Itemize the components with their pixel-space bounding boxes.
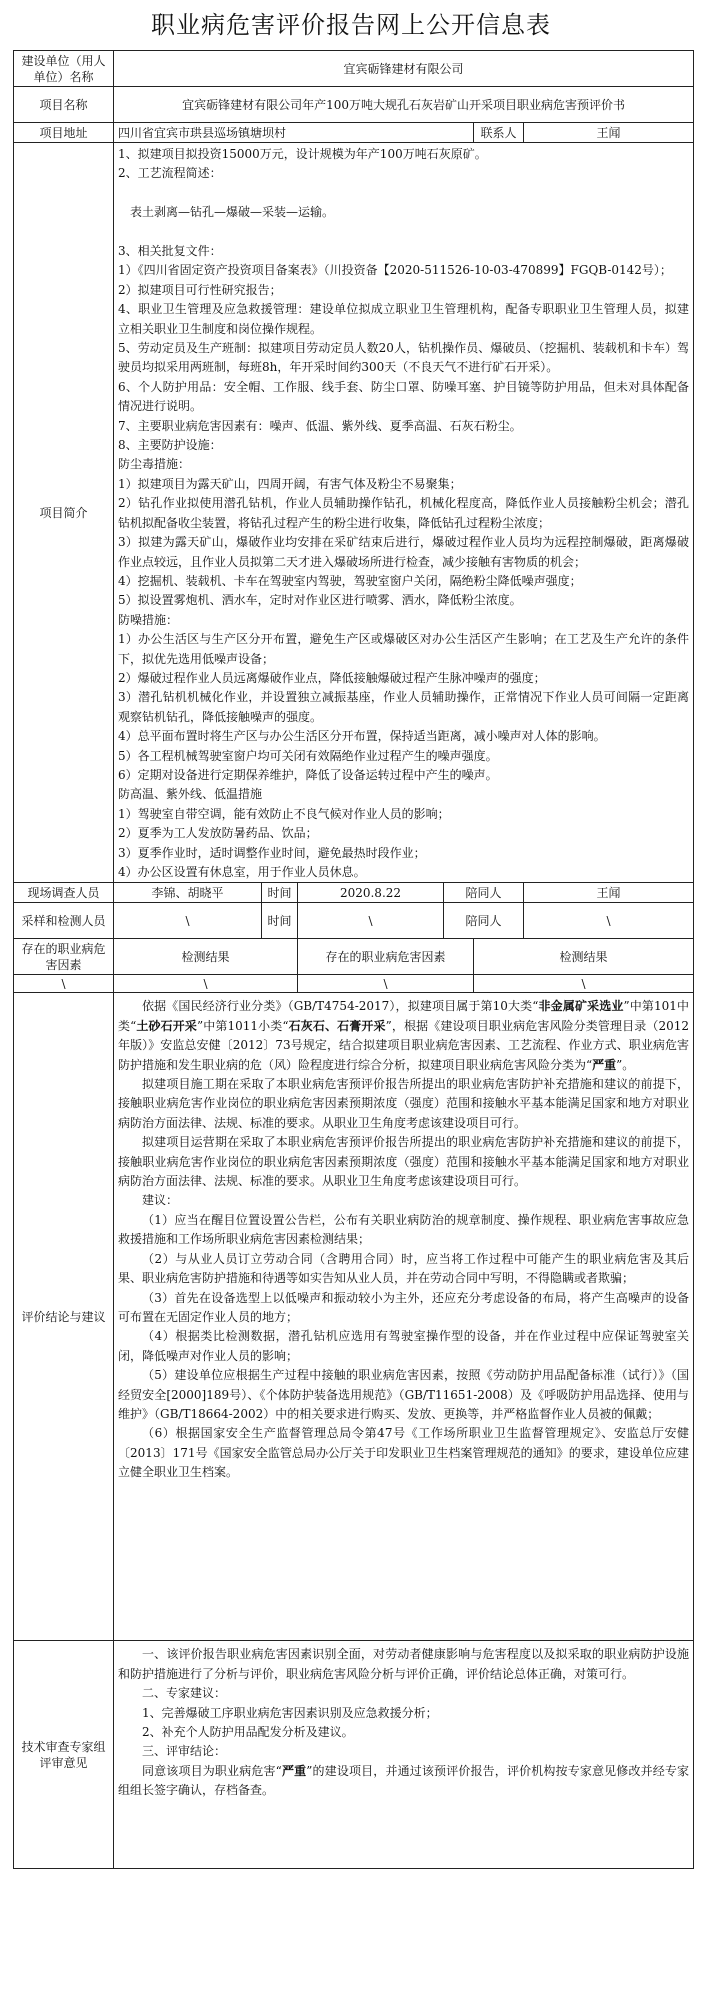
intro-line: 6）定期对设备进行定期保养维护，降低了设备运转过程中产生的噪声。 xyxy=(118,767,498,782)
intro-line: 4）办公区设置有休息室，用于作业人员休息。 xyxy=(118,865,366,879)
intro-line: 6、个人防护用品：安全帽、工作服、线手套、防尘口罩、防噪耳塞、护目镜等防护用品，但未对具体配备情况进行说明。 xyxy=(118,379,690,414)
expert-para-4: 2、补充个人防护用品配发分析及建议。 xyxy=(142,1725,354,1740)
hazards-result-label-2: 检测结果 xyxy=(474,939,694,975)
project-name-value: 宜宾砺锋建材有限公司年产100万吨大规孔石灰岩矿山开采项目职业病危害预评价书 xyxy=(114,87,694,123)
intro-line: 5）拟设置雾炮机、洒水车，定时对作业区进行喷雾、洒水，降低粉尘浓度。 xyxy=(118,593,522,608)
intro-line: 3、相关批复文件： xyxy=(118,244,222,258)
hazards-header-row xyxy=(14,939,694,975)
c1-b2: 土砂石开采 xyxy=(136,1018,197,1033)
c1-end: ”。 xyxy=(616,1057,635,1072)
intro-lines xyxy=(118,145,689,882)
project-name-row xyxy=(14,87,694,123)
info-table xyxy=(13,50,694,1869)
hazards-result-label: 检测结果 xyxy=(114,939,298,975)
contact-label: 联系人 xyxy=(474,123,524,143)
intro-line: 2）夏季为工人发放防暑药品、饮品； xyxy=(118,826,318,841)
intro-line: 表土剥离—钻孔—爆破—采装—运输。 xyxy=(130,205,335,220)
sampling-row xyxy=(14,903,694,939)
intro-line xyxy=(118,184,689,203)
intro-line: 3）拟建为露天矿山，爆破作业均安排在采矿结束后进行，爆破过程作业人员均为远程控制爆破，距离爆破作业点较远，且作业人员拟第二天才进入爆破场所进行检查，减少接触有害物质的机会； xyxy=(118,535,690,569)
address-value: 四川省宜宾市珙县巡场镇塘坝村 xyxy=(114,123,474,143)
intro-line: 4、职业卫生管理及应急救援管理：建设单位拟成立职业卫生管理机构，配备专职职业卫生管理人员，拟建立相关职业卫生制度和岗位操作规程。 xyxy=(118,302,690,336)
hazard-value-2: \ xyxy=(114,975,298,993)
hazards-label-2: 存在的职业病危害因素 xyxy=(298,939,474,975)
conclusion-label: 评价结论与建议 xyxy=(14,993,114,1641)
expert-label: 技术审查专家组评审意见 xyxy=(14,1641,114,1869)
c1-pre: 依据《国民经济行业分类》（GB/T4754-2017），拟建项目属于第10大类“ xyxy=(142,999,539,1014)
intro-row xyxy=(14,143,694,883)
conclusion-para-6: （2）与从业人员订立劳动合同（含聘用合同）时，应当将工作过程中可能产生的职业病危害及其后果、职业病危害防护措施和待遇等如实告知从业人员，并在劳动合同中写明，不得隐瞒或者欺骗； xyxy=(118,1251,690,1286)
expert-row xyxy=(14,1641,694,1869)
survey-row xyxy=(14,883,694,903)
conclusion-para-10: （6）根据国家安全生产监督管理总局令第47号《工作场所职业卫生监督管理规定》、安监总厅安健〔2013〕171号《国家安全监管总局办公厅关于印发职业卫生档案管理规范的通知》的要求，建设单位应建立健全职业卫生档案。 xyxy=(118,1426,690,1480)
sampling-accompany-label: 陪同人 xyxy=(444,903,524,939)
conclusion-content xyxy=(114,993,694,1641)
conclusion-paragraphs xyxy=(118,997,689,1482)
employer-value: 宜宾砺锋建材有限公司 xyxy=(114,51,694,87)
e6-post: ”的建设项目，并通过该预评价报告，评价机构按专家意见修改并经专家组组长签字确认，存档备查。 xyxy=(118,1763,690,1798)
sampling-accompany: \ xyxy=(524,903,694,939)
page-title: 职业病危害评价报告网上公开信息表 xyxy=(151,11,551,39)
project-name-label: 项目名称 xyxy=(14,87,114,123)
intro-line: 3）夏季作业时，适时调整作业时间，避免最热时段作业； xyxy=(118,845,426,860)
survey-time-label: 时间 xyxy=(262,883,298,903)
conclusion-para-7: （3）首先在设备选型上以低噪声和振动较小为主外，还应充分考虑设备的布局，将产生高噪声的设备可布置在无固定作业人员的地方； xyxy=(118,1290,690,1324)
hazard-value-3: \ xyxy=(298,975,474,993)
conclusion-para-8: （4）根据类比检测数据，潜孔钻机应选用有驾驶室操作型的设备，并在作业过程中应保证驾驶室关闭，降低噪声对作业人员的影响； xyxy=(118,1329,690,1363)
intro-line: 2、工艺流程简述： xyxy=(118,166,222,181)
expert-para-1: 一、该评价报告职业病危害因素识别全面，对劳动者健康影响与危害程度以及拟采取的职业病防护设施和防护措施进行了分析与评价，职业病危害风险分析与评价正确，评价结论总体正确，对策可行。 xyxy=(118,1647,690,1681)
c1-b1: 非金属矿采选业 xyxy=(538,999,624,1014)
intro-line: 2）拟建项目可行性研究报告； xyxy=(118,282,282,297)
intro-line: 防高温、紫外线、低温措施 xyxy=(118,787,263,802)
conclusion-para-4: 建议： xyxy=(142,1193,179,1208)
sampling-time: \ xyxy=(298,903,444,939)
intro-line: 防噪措施： xyxy=(118,612,179,627)
c1-b3: 石灰石、石膏开采 xyxy=(288,1018,386,1033)
intro-content xyxy=(114,143,694,883)
intro-label: 项目简介 xyxy=(14,143,114,883)
survey-accompany: 王闻 xyxy=(524,883,694,903)
intro-line: 1）办公生活区与生产区分开布置，避免生产区或爆破区对办公生活区产生影响；在工艺及生产允许的条件下，拟优先选用低噪声设备； xyxy=(118,632,690,666)
expert-para-5: 三、评审结论： xyxy=(142,1744,227,1759)
sampling-persons: \ xyxy=(114,903,262,939)
intro-line: 1）拟建项目为露天矿山，四周开阔，有害气体及粉尘不易聚集； xyxy=(118,476,462,491)
survey-persons: 李锦、胡晓平 xyxy=(114,883,262,903)
e6-pre: 同意该项目为职业病危害“ xyxy=(142,1763,282,1778)
conclusion-para-1 xyxy=(118,997,689,1075)
expert-para-6 xyxy=(118,1762,689,1801)
conclusion-para-2: 拟建项目施工期在采取了本职业病危害预评价报告所提出的职业病危害防护补充措施和建议的前提下，接触职业病危害作业岗位的职业病危害因素预期浓度（强度）范围和接触水平基本能满足国家和地方对职业病防治方面法律、法规、标准的要求。从职业卫生角度考虑该建设项目可行。 xyxy=(118,1077,690,1130)
survey-time: 2020.8.22 xyxy=(298,883,444,903)
c1-mid1: ”中第101中类“ xyxy=(118,999,690,1033)
intro-line: 1）《四川省固定资产投资项目备案表》（川投资备【2020-511526-10-03-470899】FGQB-0142号）； xyxy=(118,263,672,278)
intro-line: 1、拟建项目拟投资15000万元，设计规模为年产100万吨石灰原矿。 xyxy=(118,147,487,161)
intro-line: 2）钻孔作业拟使用潜孔钻机，作业人员辅助操作钻孔，机械化程度高，降低作业人员接触粉尘机会；潜孔钻机拟配备收尘装置，将钻孔过程产生的粉尘进行收集，降低钻孔过程粉尘浓度； xyxy=(118,496,690,530)
employer-row xyxy=(14,51,694,87)
contact-value: 王闻 xyxy=(524,123,694,143)
employer-label: 建设单位（用人单位）名称 xyxy=(14,51,114,87)
conclusion-row xyxy=(14,993,694,1641)
c1-b4: 严重 xyxy=(592,1057,617,1072)
intro-line: 8、主要防护设施： xyxy=(118,438,222,453)
conclusion-para-9: （5）建设单位应根据生产过程中接触的职业病危害因素，按照《劳动防护用品配备标准（试行）》（国经贸安全[2000]189号）、《个体防护装备选用规范》（GB/T11651-2008）及《呼吸防护用品选择、使用与维护》（GB/T18664-2002）中的相关要求进行购买、发放、更换等，并严格监督作业人员被的佩戴； xyxy=(118,1368,690,1421)
c1-post: ”，根据《建设项目职业病危害风险分类管理目录（2012年版）》安监总安健〔2012〕73号规定，结合拟建项目职业病危害因素、工艺流程、作业方式、职业病危害防护措施和发生职业病的危（风）险程度进行综合分析，拟建项目职业病危害风险分类为“ xyxy=(118,1018,690,1072)
address-label: 项目地址 xyxy=(14,123,114,143)
e6-b: 严重 xyxy=(281,1763,307,1778)
survey-label: 现场调查人员 xyxy=(14,883,114,903)
intro-line: 4）总平面布置时将生产区与办公生活区分开布置，保持适当距离，减小噪声对人体的影响。 xyxy=(118,729,606,744)
intro-line xyxy=(118,223,689,242)
intro-line: 7、主要职业病危害因素有：噪声、低温、紫外线、夏季高温、石灰石粉尘。 xyxy=(118,418,522,433)
address-row xyxy=(14,123,694,143)
expert-para-3: 1、完善爆破工序职业病危害因素识别及应急救援分析； xyxy=(142,1705,438,1720)
hazards-label: 存在的职业病危害因素 xyxy=(14,939,114,975)
intro-line: 5）各工程机械驾驶室窗户均可关闭有效隔绝作业过程产生的噪声强度。 xyxy=(118,748,498,763)
intro-line: 防尘毒措施： xyxy=(118,457,191,472)
intro-line: 5、劳动定员及生产班制：拟建项目劳动定员人数20人，钻机操作员、爆破员、（挖掘机、装载机和卡车）驾驶员均拟采用两班制，每班8h，年开采时间约300天（不良天气不进行矿石开采）。 xyxy=(118,341,690,375)
conclusion-para-3: 拟建项目运营期在采取了本职业病危害预评价报告所提出的职业病危害防护补充措施和建议的前提下，接触职业病危害作业岗位的职业病危害因素预期浓度（强度）范围和接触水平基本能满足国家和地方对职业病防治方面法律、法规、标准的要求。从职业卫生角度考虑该建设项目可行。 xyxy=(118,1135,690,1189)
expert-para-2: 二、专家建议： xyxy=(142,1686,227,1701)
expert-paragraphs xyxy=(118,1645,689,1800)
sampling-time-label: 时间 xyxy=(262,903,298,939)
intro-line: 3）潜孔钻机机械化作业，并设置独立减振基座，作业人员辅助操作，正常情况下作业人员可间隔一定距离观察钻机钻孔，降低接触噪声的强度。 xyxy=(118,690,690,724)
c1-mid2: ”中第1011小类“ xyxy=(197,1018,289,1033)
sampling-label: 采样和检测人员 xyxy=(14,903,114,939)
hazards-value-row xyxy=(14,975,694,993)
intro-line: 4）挖掘机、装载机、卡车在驾驶室内驾驶，驾驶室窗户关闭，隔绝粉尘降低噪声强度； xyxy=(118,573,582,588)
survey-accompany-label: 陪同人 xyxy=(444,883,524,903)
hazard-value-1: \ xyxy=(14,975,114,993)
hazard-value-4: \ xyxy=(474,975,694,993)
expert-content xyxy=(114,1641,694,1869)
conclusion-para-5: （1）应当在醒目位置设置公告栏，公布有关职业病防治的规章制度、操作规程、职业病危害事故应急救援措施和工作场所职业病危害因素检测结果； xyxy=(118,1212,690,1247)
intro-line: 1）驾驶室自带空调，能有效防止不良气候对作业人员的影响； xyxy=(118,806,450,821)
intro-line: 2）爆破过程作业人员远离爆破作业点，降低接触爆破过程产生脉冲噪声的强度； xyxy=(118,670,546,685)
